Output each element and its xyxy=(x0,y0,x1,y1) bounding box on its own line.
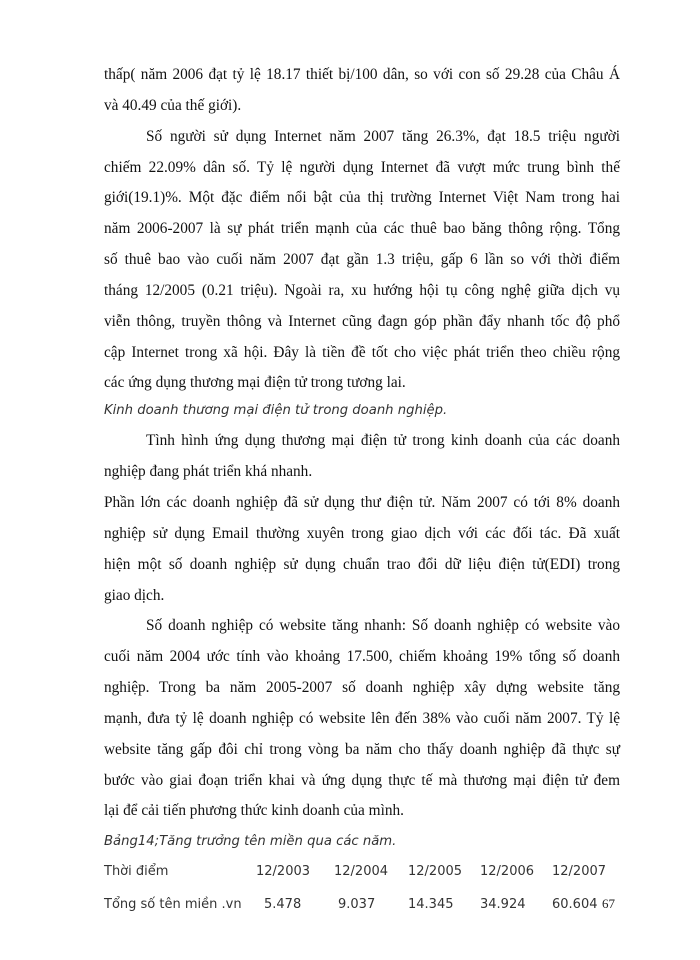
paragraph-line: hiện một số doanh nghiệp sử dụng chuẩn trao đổi dữ liệu điện tử(EDI) trong xyxy=(104,556,620,573)
paragraph-line: Tình hình ứng dụng thương mại điện tử trong kinh doanh của các doanh xyxy=(146,432,620,449)
page-number: 67 xyxy=(602,896,615,911)
table-header-cell: Thời điểm xyxy=(104,864,169,879)
paragraph-line: nghiệp đang phát triển khá nhanh. xyxy=(104,463,313,480)
table-header-cell: 12/2006 xyxy=(480,864,535,879)
paragraph-line: nghiệp. Trong ba năm 2005-2007 số doanh nghiệp xây dựng website tăng xyxy=(104,679,620,696)
paragraph-line: mạnh, đưa tỷ lệ doanh nghiệp có website lên đến 38% vào cuối năm 2007. Tỷ lệ xyxy=(104,710,620,727)
table-header-cell: 12/2005 xyxy=(408,864,463,879)
table-cell: 60.604 xyxy=(552,897,598,912)
paragraph-line: Số người sử dụng Internet năm 2007 tăng 26.3%, đạt 18.5 triệu người xyxy=(146,128,620,145)
table-header-cell: 12/2003 xyxy=(256,864,311,879)
paragraph-line: và 40.49 của thế giới). xyxy=(104,97,242,114)
table-header-cell: 12/2007 xyxy=(552,864,607,879)
table-cell: Tổng số tên miền .vn xyxy=(104,897,242,912)
paragraph-line: số thuê bao vào cuối năm 2007 đạt gần 1.3 triệu, gấp 6 lần so với thời điểm xyxy=(104,251,620,268)
paragraph-line: cập Internet trong xã hội. Đây là tiền đề tốt cho việc phát triển theo chiều rộng xyxy=(104,344,620,361)
paragraph-line: năm 2006-2007 là sự phát triển mạnh của các thuê bao băng thông rộng. Tổng xyxy=(104,220,620,237)
paragraph-line: website tăng gấp đôi chỉ trong vòng ba năm cho thấy doanh nghiệp đã thực sự xyxy=(104,741,620,758)
paragraph-line: cuối năm 2004 ước tính vào khoảng 17.500, chiếm khoảng 19% tổng số doanh xyxy=(104,648,620,665)
table-cell: 5.478 xyxy=(264,897,302,912)
paragraph-line: Số doanh nghiệp có website tăng nhanh: Số doanh nghiệp có website vào xyxy=(146,617,620,634)
table-cell: 9.037 xyxy=(338,897,376,912)
paragraph-line: giao dịch. xyxy=(104,587,165,604)
table-cell: 34.924 xyxy=(480,897,526,912)
paragraph-line: lại để cải tiến phương thức kinh doanh của mình. xyxy=(104,802,404,819)
paragraph-line: nghiệp sử dụng Email thường xuyên trong giao dịch với các đối tác. Đã xuất xyxy=(104,525,620,542)
table-header-row xyxy=(104,860,624,884)
paragraph-line: các ứng dụng thương mại điện tử trong tương lai. xyxy=(104,374,406,391)
paragraph-line: thấp( năm 2006 đạt tỷ lệ 18.17 thiết bị/100 dân, so với con số 29.28 của Châu Á xyxy=(104,66,620,83)
paragraph-line: viễn thông, truyền thông và Internet cũng đagn góp phần đẩy nhanh tốc độ phổ xyxy=(104,313,620,330)
paragraph-line: giới(19.1)%. Một đặc điểm nổi bật của thị trường Internet Việt Nam trong hai xyxy=(104,189,620,206)
section-heading: Kinh doanh thương mại điện tử trong doanh nghiệp. xyxy=(104,403,448,418)
paragraph-line: tháng 12/2005 (0.21 triệu). Ngoài ra, xu hướng hội tụ công nghệ giữa dịch vụ xyxy=(104,282,620,299)
table-header-cell: 12/2004 xyxy=(334,864,389,879)
paragraph-line: bước vào giai đoạn triển khai và ứng dụng thực tế mà thương mại điện tử đem xyxy=(104,772,620,789)
table-cell: 14.345 xyxy=(408,897,454,912)
table-row xyxy=(104,893,624,917)
table-caption: Bảng14;Tăng trưởng tên miền qua các năm. xyxy=(104,834,397,849)
paragraph-line: Phần lớn các doanh nghiệp đã sử dụng thư điện tử. Năm 2007 có tới 8% doanh xyxy=(104,494,620,511)
paragraph-line: chiếm 22.09% dân số. Tỷ lệ người dụng Internet đã vượt mức trung bình thế xyxy=(104,159,620,176)
